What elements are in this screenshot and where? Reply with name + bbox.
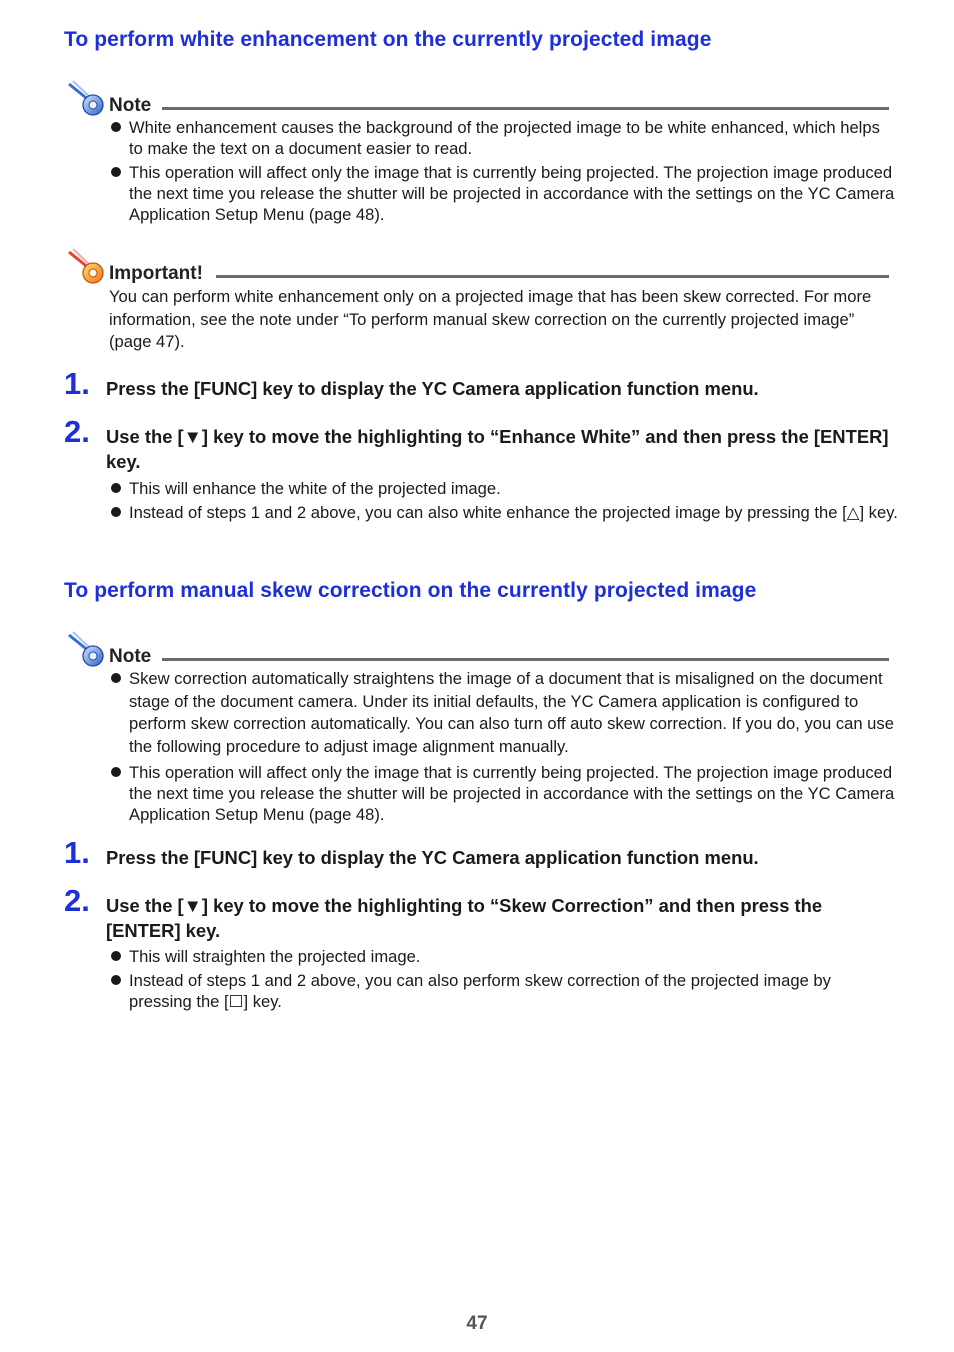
step-number: 1. — [64, 366, 90, 401]
note-divider — [162, 107, 889, 110]
important-text: You can perform white enhancement only on a projected image that has been skew corrected. For more information, see the note under “To perform manual skew correction on the currently projected image” (page 47). — [109, 287, 872, 351]
step-number: 2. — [64, 414, 90, 449]
step-instruction: Press the [FUNC] key to display the YC Camera application function menu. — [106, 847, 759, 868]
step-number: 2. — [64, 883, 90, 918]
list-item: Instead of steps 1 and 2 above, you can also perform skew correction of the projected image by pressing the [☐] key. — [108, 970, 898, 1012]
step-bullet-list — [108, 478, 898, 526]
note-pencil-icon — [66, 629, 106, 669]
step-instruction: Use the [▼] key to move the highlighting to “Skew Correction” and then press the [ENTER] key. — [106, 895, 823, 941]
list-item: This will straighten the projected image. — [108, 946, 898, 967]
page-number: 47 — [466, 1313, 488, 1334]
step-instruction: Press the [FUNC] key to display the YC Camera application function menu. — [106, 378, 759, 399]
list-item: Instead of steps 1 and 2 above, you can also white enhance the projected image by pressing the [△] key. — [108, 502, 898, 523]
list-item: This operation will affect only the image that is currently being projected. The projection image produced the next time you release the shutter will be projected in accordance with the settings on the YC Camera Application Setup Menu (page 48). — [108, 162, 898, 225]
step-instruction: Use the [▼] key to move the highlighting to “Enhance White” and then press the [ENTER] key. — [106, 426, 889, 472]
list-item: This will enhance the white of the projected image. — [108, 478, 898, 499]
important-divider — [216, 275, 889, 278]
important-pencil-icon — [66, 246, 106, 286]
important-label: Important! — [109, 263, 209, 285]
note-callout-header — [66, 78, 889, 118]
note-callout-header — [66, 629, 889, 669]
list-item: White enhancement causes the background of the projected image to be white enhanced, which helps to make the text on a document easier to read. — [108, 117, 898, 159]
note-pencil-icon — [66, 78, 106, 118]
note-bullet-list — [108, 117, 898, 228]
section-heading-white-enhancement: To perform white enhancement on the currently projected image — [64, 28, 712, 51]
section-heading-skew-correction: To perform manual skew correction on the currently projected image — [64, 579, 757, 602]
step-bullet-list — [108, 946, 898, 1015]
step-number: 1. — [64, 835, 90, 870]
note-bullet-list — [108, 668, 898, 828]
note-label: Note — [109, 95, 157, 117]
note-label: Note — [109, 646, 157, 668]
note-divider — [162, 658, 889, 661]
list-item: Skew correction automatically straightens the image of a document that is misaligned on the document stage of the document camera. Under its initial defaults, the YC Camera application is configured to perform skew correction automatically. You can also turn off auto skew correction. If you do, you can use the following procedure to adjust image alignment manually. — [108, 668, 898, 759]
list-item: This operation will affect only the image that is currently being projected. The projection image produced the next time you release the shutter will be projected in accordance with the settings on the YC Camera Application Setup Menu (page 48). — [108, 762, 898, 825]
important-callout-header — [66, 246, 889, 286]
